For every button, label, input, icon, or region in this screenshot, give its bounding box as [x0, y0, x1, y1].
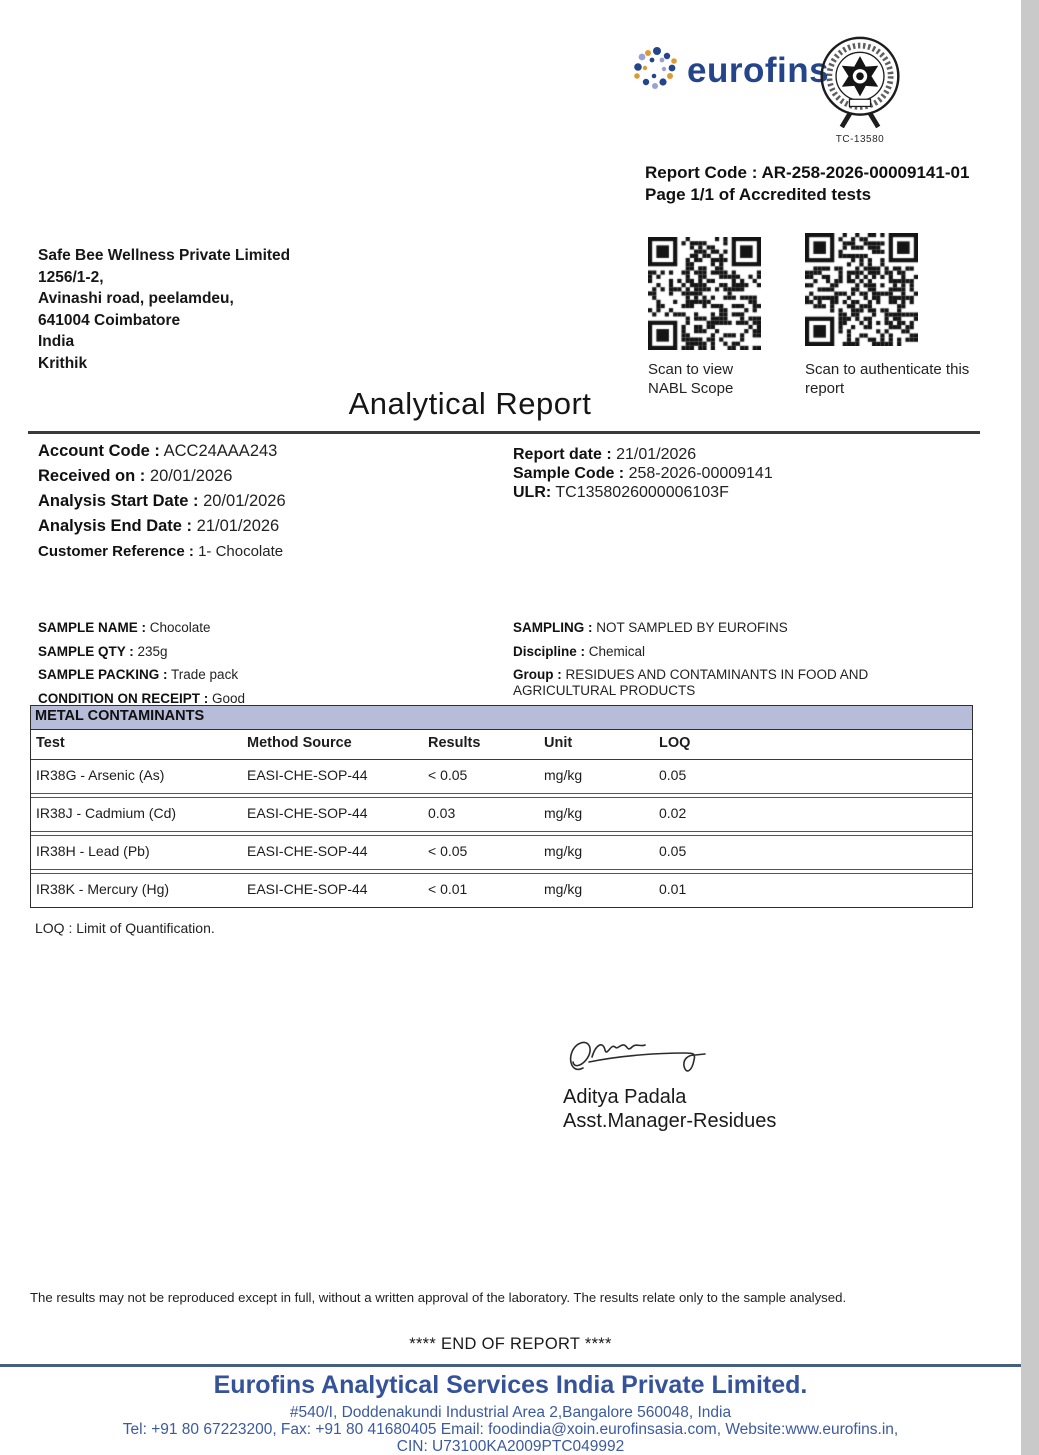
meta-line	[38, 468, 286, 485]
page-title: Analytical Report	[348, 386, 592, 421]
nabl-seal	[810, 36, 910, 145]
meta-label: Sample Code :	[513, 465, 625, 482]
results-table	[30, 705, 973, 908]
signatory-name: Aditya Padala	[563, 1086, 687, 1108]
customer-address-line: India	[38, 333, 75, 350]
cell-test: IR38G - Arsenic (As)	[36, 767, 165, 783]
cell-test: IR38H - Lead (Pb)	[36, 843, 150, 859]
sample-line	[38, 644, 245, 660]
meta-value: TC1358026000006103F	[555, 484, 729, 501]
signatory-title: Asst.Manager-Residues	[563, 1110, 777, 1132]
sample-info-right	[513, 620, 941, 707]
footer-company-name: Eurofins Analytical Services India Private Limited.	[213, 1371, 808, 1399]
cell-method-source: EASI-CHE-SOP-44	[247, 805, 368, 821]
sample-label: Discipline :	[513, 643, 586, 659]
meta-label: ULR:	[513, 484, 552, 501]
column-header-method-source: Method Source	[247, 735, 352, 751]
report-meta-right	[513, 445, 773, 502]
meta-line	[513, 483, 773, 502]
nabl-seal-icon	[812, 115, 908, 132]
cell-result: < 0.05	[428, 767, 468, 783]
qr-code-nabl-scope	[648, 237, 761, 350]
sample-label: SAMPLE QTY :	[38, 643, 134, 659]
eurofins-dots-icon	[634, 46, 680, 95]
cell-loq: 0.01	[659, 881, 687, 897]
meta-line	[38, 443, 286, 460]
footer-address: #540/I, Doddenakundi Industrial Area 2,Bangalore 560048, India	[289, 1404, 732, 1421]
customer-address-line: Avinashi road, peelamdeu,	[38, 290, 234, 307]
sample-line	[513, 667, 941, 699]
meta-label: Received on :	[38, 467, 146, 485]
cell-method-source: EASI-CHE-SOP-44	[247, 843, 368, 859]
footer-contact: Tel: +91 80 67223200, Fax: +91 80 41680405 Email: foodindia@xoin.eurofinsasia.com, Website:www.eurofins.in,	[122, 1421, 899, 1438]
cell-method-source: EASI-CHE-SOP-44	[247, 881, 368, 897]
customer-name: Safe Bee Wellness Private Limited	[38, 247, 291, 264]
sample-line	[513, 620, 941, 636]
loq-footnote: LOQ : Limit of Quantification.	[35, 920, 215, 936]
meta-line	[38, 493, 286, 510]
sample-line	[513, 644, 941, 660]
table-row	[31, 835, 972, 870]
title-divider	[28, 431, 980, 434]
cell-test: IR38K - Mercury (Hg)	[36, 881, 170, 897]
meta-value: ACC24AAA243	[163, 442, 278, 460]
meta-line	[38, 518, 286, 535]
eurofins-logo	[634, 46, 829, 95]
sample-line	[38, 620, 245, 636]
footer-divider	[0, 1364, 1021, 1367]
page-info: Page 1/1 of Accredited tests	[645, 185, 872, 204]
meta-value: 258-2026-00009141	[628, 465, 773, 482]
cell-unit: mg/kg	[544, 881, 583, 897]
customer-address	[38, 245, 290, 374]
table-row	[31, 873, 972, 907]
column-header-unit: Unit	[544, 735, 573, 751]
cell-unit: mg/kg	[544, 843, 583, 859]
meta-value: 20/01/2026	[149, 467, 233, 485]
cell-result: < 0.01	[428, 881, 468, 897]
sample-value: RESIDUES AND CONTAMINANTS IN FOOD AND AGRICULTURAL PRODUCTS	[513, 667, 869, 698]
meta-label: Report date :	[513, 446, 612, 463]
sample-label: SAMPLING :	[513, 620, 593, 635]
cell-loq: 0.02	[659, 805, 687, 821]
meta-line	[38, 543, 286, 560]
qr-caption-line: report	[805, 380, 845, 397]
report-code: Report Code : AR-258-2026-00009141-01	[645, 163, 970, 182]
sample-value: Good	[212, 690, 246, 706]
customer-address-line: 641004 Coimbatore	[38, 311, 181, 329]
meta-line	[513, 464, 773, 483]
sample-value: Trade pack	[171, 667, 239, 682]
footer-cin: CIN: U73100KA2009PTC049992	[396, 1438, 625, 1455]
table-section-header: METAL CONTAMINANTS	[31, 706, 972, 730]
qr-caption-line: Scan to authenticate this	[805, 361, 970, 378]
qr-caption-line: NABL Scope	[648, 380, 734, 397]
sample-label: Group :	[513, 667, 562, 682]
qr-caption-line: Scan to view	[648, 361, 734, 378]
meta-label: Customer Reference :	[38, 543, 194, 560]
disclaimer-text: The results may not be reproduced except in full, without a written approval of the laboratory. The results relate only to the sample analysed.	[30, 1290, 847, 1305]
sample-value: Chocolate	[149, 620, 211, 635]
report-code-block	[645, 162, 969, 206]
sample-label: SAMPLE NAME :	[38, 620, 146, 635]
meta-value: 1- Chocolate	[198, 543, 284, 560]
end-of-report-marker: **** END OF REPORT ****	[409, 1335, 612, 1353]
sample-info-left	[38, 620, 245, 714]
meta-value: 21/01/2026	[616, 446, 697, 463]
cell-result: 0.03	[428, 805, 456, 821]
eurofins-logo-text: eurofins	[687, 51, 830, 90]
table-row	[31, 797, 972, 832]
cell-test: IR38J - Cadmium (Cd)	[36, 805, 177, 821]
signature-image	[565, 1026, 740, 1089]
column-header-test: Test	[36, 735, 65, 751]
meta-value: 20/01/2026	[203, 492, 286, 510]
table-header-row	[31, 730, 972, 760]
cell-unit: mg/kg	[544, 767, 583, 783]
sample-value: NOT SAMPLED BY EUROFINS	[596, 620, 788, 635]
cell-method-source: EASI-CHE-SOP-44	[247, 767, 368, 783]
meta-label: Account Code :	[38, 442, 160, 460]
nabl-seal-number: TC-13580	[835, 134, 885, 145]
sample-value: 235g	[137, 643, 168, 659]
meta-label: Analysis End Date :	[38, 517, 193, 535]
sample-label: SAMPLE PACKING :	[38, 667, 168, 682]
cell-loq: 0.05	[659, 843, 687, 859]
column-header-loq: LOQ	[659, 735, 691, 751]
customer-contact-name: Krithik	[38, 354, 88, 372]
cell-loq: 0.05	[659, 767, 687, 783]
sample-label: CONDITION ON RECEIPT :	[38, 690, 209, 706]
sample-value: Chemical	[588, 643, 646, 659]
meta-label: Analysis Start Date :	[38, 492, 199, 510]
customer-address-line: 1256/1-2,	[38, 268, 104, 286]
cell-unit: mg/kg	[544, 805, 583, 821]
qr-code-authenticate	[805, 233, 918, 346]
meta-value: 21/01/2026	[196, 517, 280, 535]
column-header-results: Results	[428, 735, 481, 751]
table-row	[31, 760, 972, 794]
cell-result: < 0.05	[428, 843, 468, 859]
report-meta-left	[38, 443, 286, 568]
meta-line	[513, 445, 773, 464]
sample-line	[38, 667, 245, 683]
